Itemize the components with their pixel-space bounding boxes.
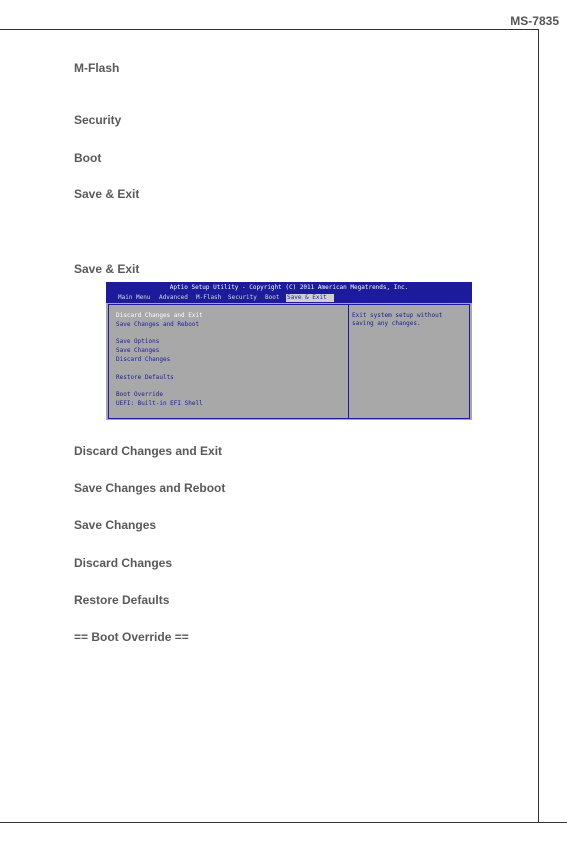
heading-security: Security [74,113,122,127]
bottom-rule [0,822,567,823]
bios-help-divider [348,304,349,419]
bios-item-boot-override: Boot Override [116,391,163,398]
heading-save-exit: Save & Exit [74,187,140,201]
heading-boot-override: == Boot Override == [74,630,189,644]
tab-m-flash[interactable]: M-Flash [196,294,222,301]
bios-help-line-2: saving any changes. [352,320,421,327]
bios-item-save-options: Save Options [116,338,160,345]
bios-item-save-changes[interactable]: Save Changes [116,347,160,354]
tab-advanced[interactable]: Advanced [159,294,188,301]
heading-boot: Boot [74,151,102,165]
heading-discard-exit: Discard Changes and Exit [74,444,223,458]
tab-main-menu[interactable]: Main Menu [118,294,151,301]
heading-restore-defaults: Restore Defaults [74,593,170,607]
bios-screenshot [106,282,472,420]
heading-save-exit-screenshot: Save & Exit [74,262,140,276]
tab-boot[interactable]: Boot [265,294,280,301]
bios-title-bar: Aptio Setup Utility - Copyright (C) 2011 American Megatrends, Inc. [106,282,472,293]
bios-tab-bar [106,293,472,303]
right-rule [538,29,539,822]
tab-save-exit[interactable]: Save & Exit [286,294,334,302]
top-rule [0,29,539,30]
bios-item-discard-exit[interactable]: Discard Changes and Exit [116,312,203,319]
model-number: MS-7835 [510,14,559,28]
heading-save-changes: Save Changes [74,518,157,532]
bios-item-restore-defaults[interactable]: Restore Defaults [116,374,174,381]
bios-item-discard-changes[interactable]: Discard Changes [116,356,171,363]
heading-discard-changes: Discard Changes [74,556,173,570]
bios-item-save-reboot[interactable]: Save Changes and Reboot [116,321,200,328]
tab-security[interactable]: Security [228,294,257,301]
heading-save-reboot: Save Changes and Reboot [74,481,226,495]
bios-item-uefi-shell[interactable]: UEFI: Built-in EFI Shell [116,400,203,407]
bios-help-line-1: Exit system setup without [352,312,443,319]
heading-mflash: M-Flash [74,61,120,75]
